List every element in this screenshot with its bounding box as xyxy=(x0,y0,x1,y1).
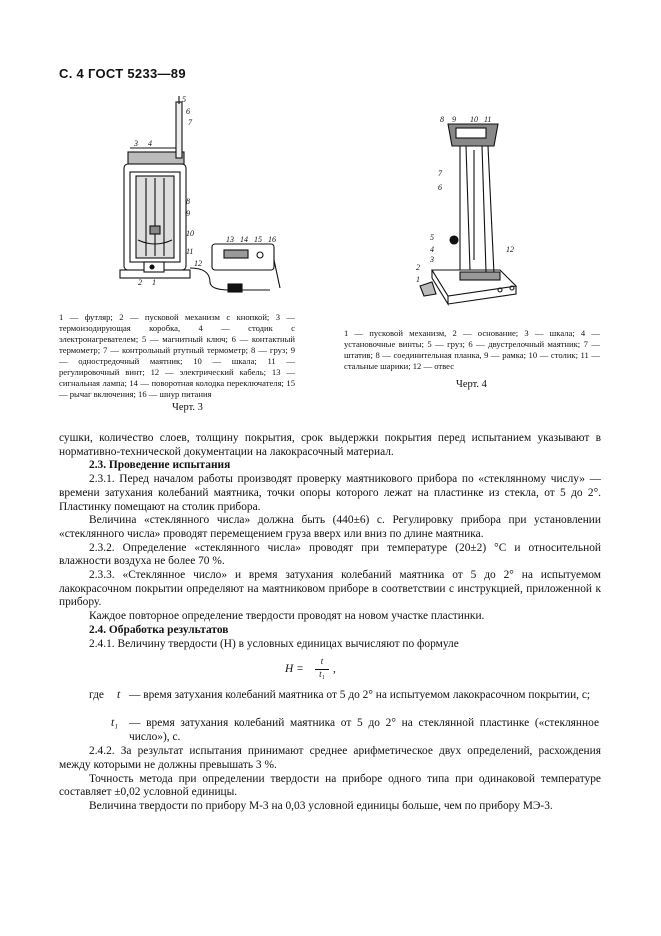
svg-text:10: 10 xyxy=(470,115,478,124)
where-t1-symbol: t₁ xyxy=(111,717,119,730)
figure-3-caption: 1 — футляр; 2 — пусковой механизм с кнопкой; 3 — термоизодирующая коробка, 4 — стодик с электронагревателем; 5 — магнитный ключ; 6 — контактный термометр; 7 — контрольный ртутный термометр; 8 — груз; 9 — одностредочный маятник; 10 — шкала; 11 — регулировочный винт; 12 — электрический кабель; 13 — сигнальная лампа; 14 — поворотная колодка переключателя; 15 — рычаг включения; 16 — шнур питания xyxy=(59,312,295,399)
svg-text:11: 11 xyxy=(484,115,492,124)
svg-text:13: 13 xyxy=(226,235,234,244)
svg-text:2: 2 xyxy=(416,263,420,272)
svg-text:10: 10 xyxy=(186,229,194,238)
formula-tail: , xyxy=(333,663,336,676)
paragraph: Точность метода при определении твердости на приборе одного типа при одинаковой температуре составляет ±0,02 условной единицы. xyxy=(59,772,601,799)
where-block xyxy=(59,689,601,745)
svg-text:8: 8 xyxy=(186,197,190,206)
figure-3-label: Черт. 3 xyxy=(172,402,203,413)
figure-4-label: Черт. 4 xyxy=(456,379,487,390)
thermometer-shape xyxy=(176,102,182,158)
svg-text:1: 1 xyxy=(152,278,156,287)
svg-text:12: 12 xyxy=(194,259,202,268)
section-heading-2-3: 2.3. Проведение испытания xyxy=(89,459,231,472)
svg-text:6: 6 xyxy=(438,183,442,192)
formula-denominator: t₁ xyxy=(319,669,325,680)
body-text xyxy=(59,432,601,814)
svg-text:3: 3 xyxy=(430,255,434,264)
paragraph-2-4-1: 2.4.1. Величину твердости (H) в условных единицах вычисляют по формуле xyxy=(89,637,459,650)
svg-text:4: 4 xyxy=(430,245,434,254)
svg-text:8: 8 xyxy=(440,115,444,124)
formula-lhs: H = xyxy=(285,663,304,676)
formula-numerator: t xyxy=(315,655,329,670)
svg-text:3: 3 xyxy=(134,139,138,148)
svg-text:9: 9 xyxy=(452,115,456,124)
formula xyxy=(59,651,601,689)
paragraph: сушки, количество слоев, толщину покрытия, срок выдержки покрытия перед испытанием указывают в нормативно-технической документации на лакокрасочный материал. xyxy=(59,432,601,458)
svg-text:16: 16 xyxy=(268,235,276,244)
where-t-symbol: t xyxy=(117,689,121,702)
svg-text:2: 2 xyxy=(138,278,142,287)
figure-4-drawing xyxy=(390,110,540,310)
figure-3-drawing xyxy=(100,92,290,302)
paragraph-2-3-1: 2.3.1. Перед началом работы производят проверку маятникового прибора по «стеклянному числу» — времени затухания колебаний маятника, точки опоры которого лежат на пластинке из стекла, от 5 до 2°. Пластинку помещают на столик прибора. xyxy=(59,473,601,513)
where-t1-definition: — время затухания колебаний маятника от 5 до 2° на стеклянной пластинке («стеклянное число»), с. xyxy=(129,717,599,743)
svg-text:7: 7 xyxy=(188,118,192,127)
figure-4-caption: 1 — пусковой механизм, 2 — основание; 3 — шкала; 4 — установочные винты; 5 — груз; 6 — двустрелочный маятник; 7 — штатив; 8 — соединительная планка, 9 — рамка; 10 — столик; 11 — стальные шарики; 12 — отвес xyxy=(344,328,600,371)
svg-text:5: 5 xyxy=(430,233,434,242)
svg-text:6: 6 xyxy=(186,107,190,116)
svg-text:15: 15 xyxy=(254,235,262,244)
svg-text:12: 12 xyxy=(506,245,514,254)
paragraph-2-3-2: 2.3.2. Определение «стеклянного числа» проводят при температуре (20±2) °С и относительной влажности воздуха не более 70 %. xyxy=(59,541,601,568)
paragraph: Величина «стеклянного числа» должна быть (440±6) с. Регулировку прибора при установлении «стеклянного числа» проводят перемещением груза вверх или вниз по длине маятника. xyxy=(59,514,601,540)
where-t-definition: — время затухания колебаний маятника от 5 до 2° на испытуемом лакокрасочном покрытии, с; xyxy=(129,689,591,702)
section-heading-2-4: 2.4. Обработка результатов xyxy=(89,623,229,636)
svg-text:1: 1 xyxy=(416,275,420,284)
where-lead: где xyxy=(89,689,104,702)
svg-text:7: 7 xyxy=(438,169,442,178)
svg-text:11: 11 xyxy=(186,247,194,256)
svg-text:9: 9 xyxy=(186,209,190,218)
paragraph: Каждое повторное определение твердости проводят на новом участке пластинки. xyxy=(89,610,485,623)
paragraph-2-3-3: 2.3.3. «Стеклянное число» и время затухания колебаний маятника от 5 до 2° на испытуемом лакокрасочном покрытии определяют на маятниковом приборе в соответствии с инструкцией, приложенной к прибору. xyxy=(59,569,601,609)
svg-text:14: 14 xyxy=(240,235,248,244)
paragraph-2-4-2: 2.4.2. За результат испытания принимают среднее арифметическое двух определений, расхождения между которыми не должны превышать 3 %. xyxy=(59,745,601,771)
svg-text:5: 5 xyxy=(182,95,186,104)
page-header: С. 4 ГОСТ 5233—89 xyxy=(59,66,186,81)
svg-text:4: 4 xyxy=(148,139,152,148)
paragraph: Величина твердости по прибору М-3 на 0,03 условной единицы больше, чем по прибору МЭ-3. xyxy=(89,800,553,813)
